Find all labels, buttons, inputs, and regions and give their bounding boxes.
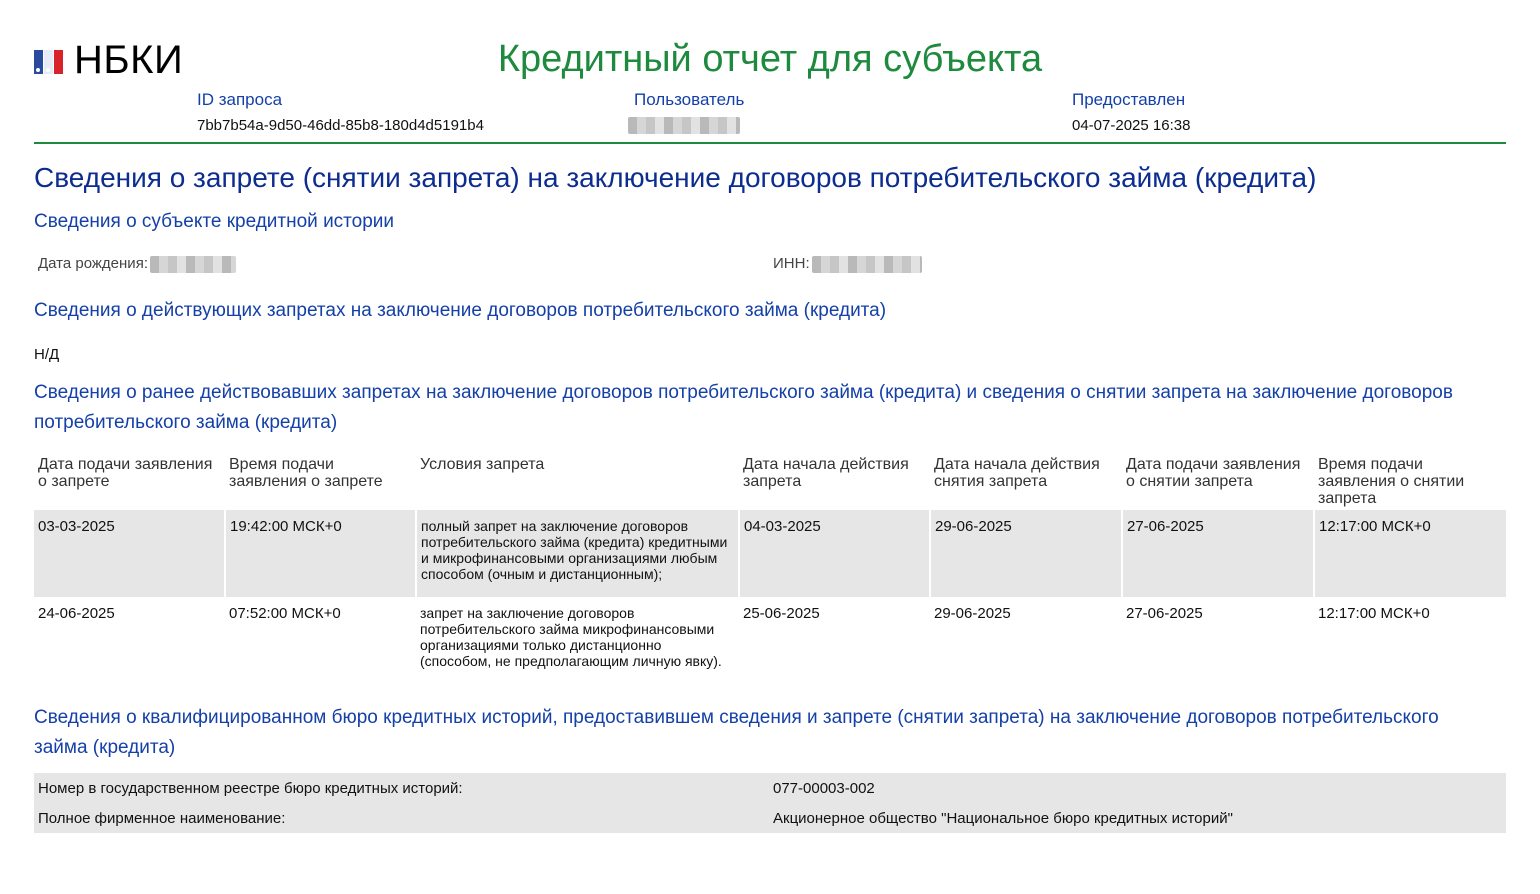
column-header: Дата начала действия снятия запрета <box>934 456 1100 490</box>
subject-heading: Сведения о субъекте кредитной истории <box>34 211 395 232</box>
request-id-value: 7bb7b54a-9d50-46dd-85b8-180d4d5191b4 <box>197 117 484 134</box>
provided-label: Предоставлен <box>1072 90 1186 109</box>
table-row <box>34 597 1506 685</box>
company-name-label: Полное фирменное наименование: <box>38 809 286 827</box>
request-id-block <box>197 90 484 134</box>
lift-request-date-cell: 27-06-2025 <box>1122 510 1314 597</box>
section-title: Сведения о запрете (снятии запрета) на заключение договоров потребительского займа (кредита) <box>34 162 1317 193</box>
ban-start-cell: 25-06-2025 <box>743 605 820 622</box>
past-bans-table <box>34 456 1506 685</box>
column-header: Дата начала действия запрета <box>743 456 909 490</box>
birth-date-field <box>38 255 236 273</box>
inn-redacted <box>812 256 922 273</box>
table-row <box>34 803 1506 833</box>
table-row <box>34 773 1506 803</box>
ban-start-cell: 04-03-2025 <box>739 510 930 597</box>
logo-text: НБКИ <box>74 38 184 82</box>
ban-conditions-cell: запрет на заключение договоров потребительского займа микрофинансовыми организациями только дистанционно (способом, не предполагающим личную явку). <box>420 605 722 669</box>
inn-field <box>773 255 922 273</box>
ban-time-cell: 07:52:00 МСК+0 <box>229 605 341 622</box>
past-bans-heading: Сведения о ранее действовавших запретах на заключение договоров потребительского займа (кредита) и сведения о снятии запрета на заключение договоров потребительского займа (кредита) <box>34 382 1453 433</box>
lift-request-time-cell: 12:17:00 МСК+0 <box>1318 605 1430 622</box>
report-title: Кредитный отчет для субъекта <box>497 38 1043 80</box>
lift-request-time-cell: 12:17:00 МСК+0 <box>1314 510 1506 597</box>
ban-date-cell: 03-03-2025 <box>34 510 225 597</box>
bureau-table <box>34 773 1506 833</box>
column-header: Время подачи заявления о снятии запрета <box>1318 456 1465 507</box>
lift-request-date-cell: 27-06-2025 <box>1126 605 1203 622</box>
bureau-heading: Сведения о квалифицированном бюро кредитных историй, предоставившем сведения и запрете (снятии запрета) на заключение договоров потребительского займа (кредита) <box>34 707 1439 758</box>
user-label: Пользователь <box>634 90 745 109</box>
table-header-row <box>34 456 1506 510</box>
birth-date-label: Дата рождения: <box>38 255 148 272</box>
column-header: Дата подачи заявления о запрете <box>38 456 213 490</box>
column-header: Условия запрета <box>420 456 545 473</box>
active-bans-value: Н/Д <box>34 346 60 363</box>
inn-label: ИНН: <box>773 255 810 272</box>
header-divider <box>34 142 1506 144</box>
ban-date-cell: 24-06-2025 <box>38 605 115 622</box>
ban-time-cell: 19:42:00 МСК+0 <box>225 510 416 597</box>
request-id-label: ID запроса <box>197 90 283 109</box>
birth-date-redacted <box>150 256 236 273</box>
ban-lift-start-cell: 29-06-2025 <box>930 510 1122 597</box>
table-row <box>34 510 1506 597</box>
column-header: Дата подачи заявления о снятии запрета <box>1126 456 1301 490</box>
company-name-value: Акционерное общество "Национальное бюро кредитных историй" <box>773 809 1233 827</box>
provided-value: 04-07-2025 16:38 <box>1072 117 1191 134</box>
active-bans-heading: Сведения о действующих запретах на заключение договоров потребительского займа (кредита) <box>34 300 887 321</box>
registry-number-value: 077-00003-002 <box>773 779 875 797</box>
ban-lift-start-cell: 29-06-2025 <box>934 605 1011 622</box>
column-header: Время подачи заявления о запрете <box>229 456 383 490</box>
provided-block <box>1072 90 1190 134</box>
user-value-redacted <box>634 117 744 138</box>
user-block <box>634 90 744 138</box>
ban-conditions-cell: полный запрет на заключение договоров потребительского займа (кредита) кредитными и микрофинансовыми организациями любым способом (очным и дистанционным); <box>416 510 739 597</box>
registry-number-label: Номер в государственном реестре бюро кредитных историй: <box>38 779 463 797</box>
